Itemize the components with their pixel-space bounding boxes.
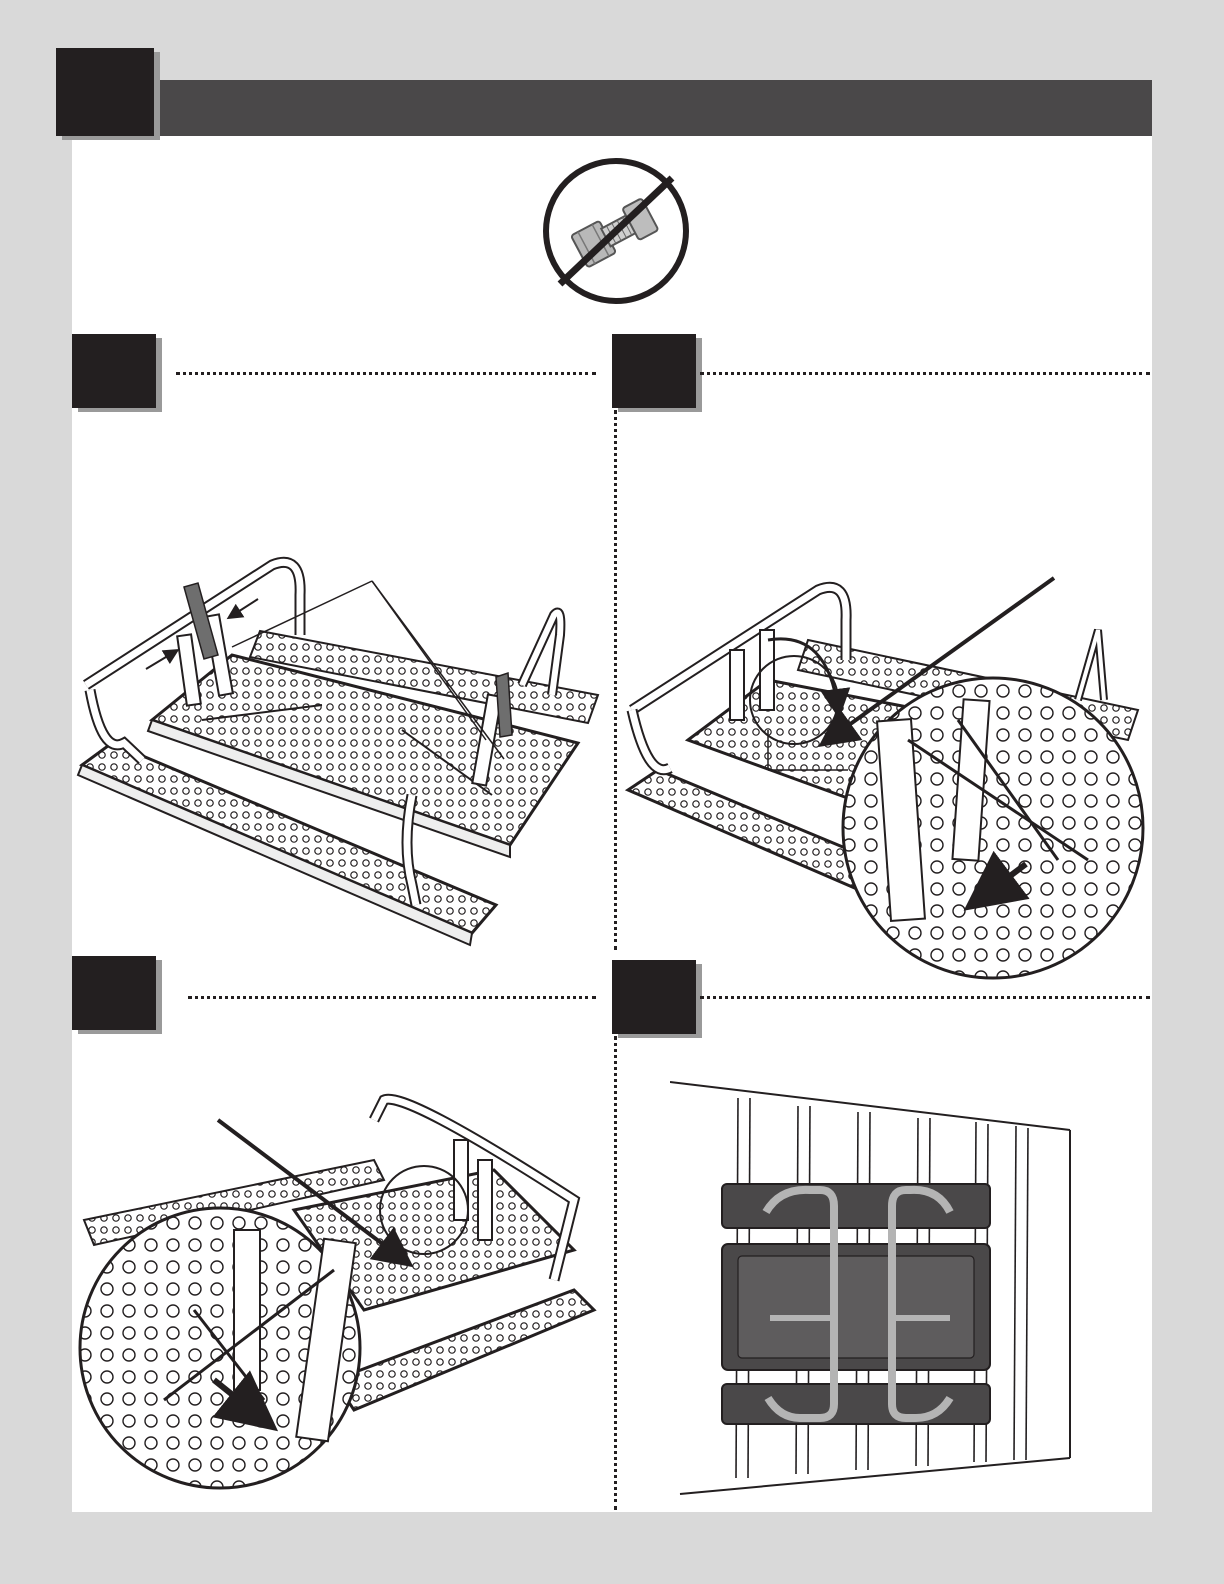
no-hardware-icon [538,156,694,306]
substep-a-divider [176,372,596,375]
illustration-d-store-table [670,1078,1074,1502]
main-step-block [56,48,154,136]
column-divider-top [614,410,617,950]
substep-b-divider [700,372,1150,375]
header-bar [158,80,1152,136]
substep-b-block [612,334,696,408]
illustration-c-release-second-lock [74,1080,604,1490]
illustration-b-release-lock [618,570,1150,990]
illustration-a-fold-legs [72,545,612,980]
substep-c-divider [188,996,596,999]
substep-d-divider [700,996,1150,999]
column-divider-bottom [614,1036,617,1510]
substep-a-block [72,334,156,408]
